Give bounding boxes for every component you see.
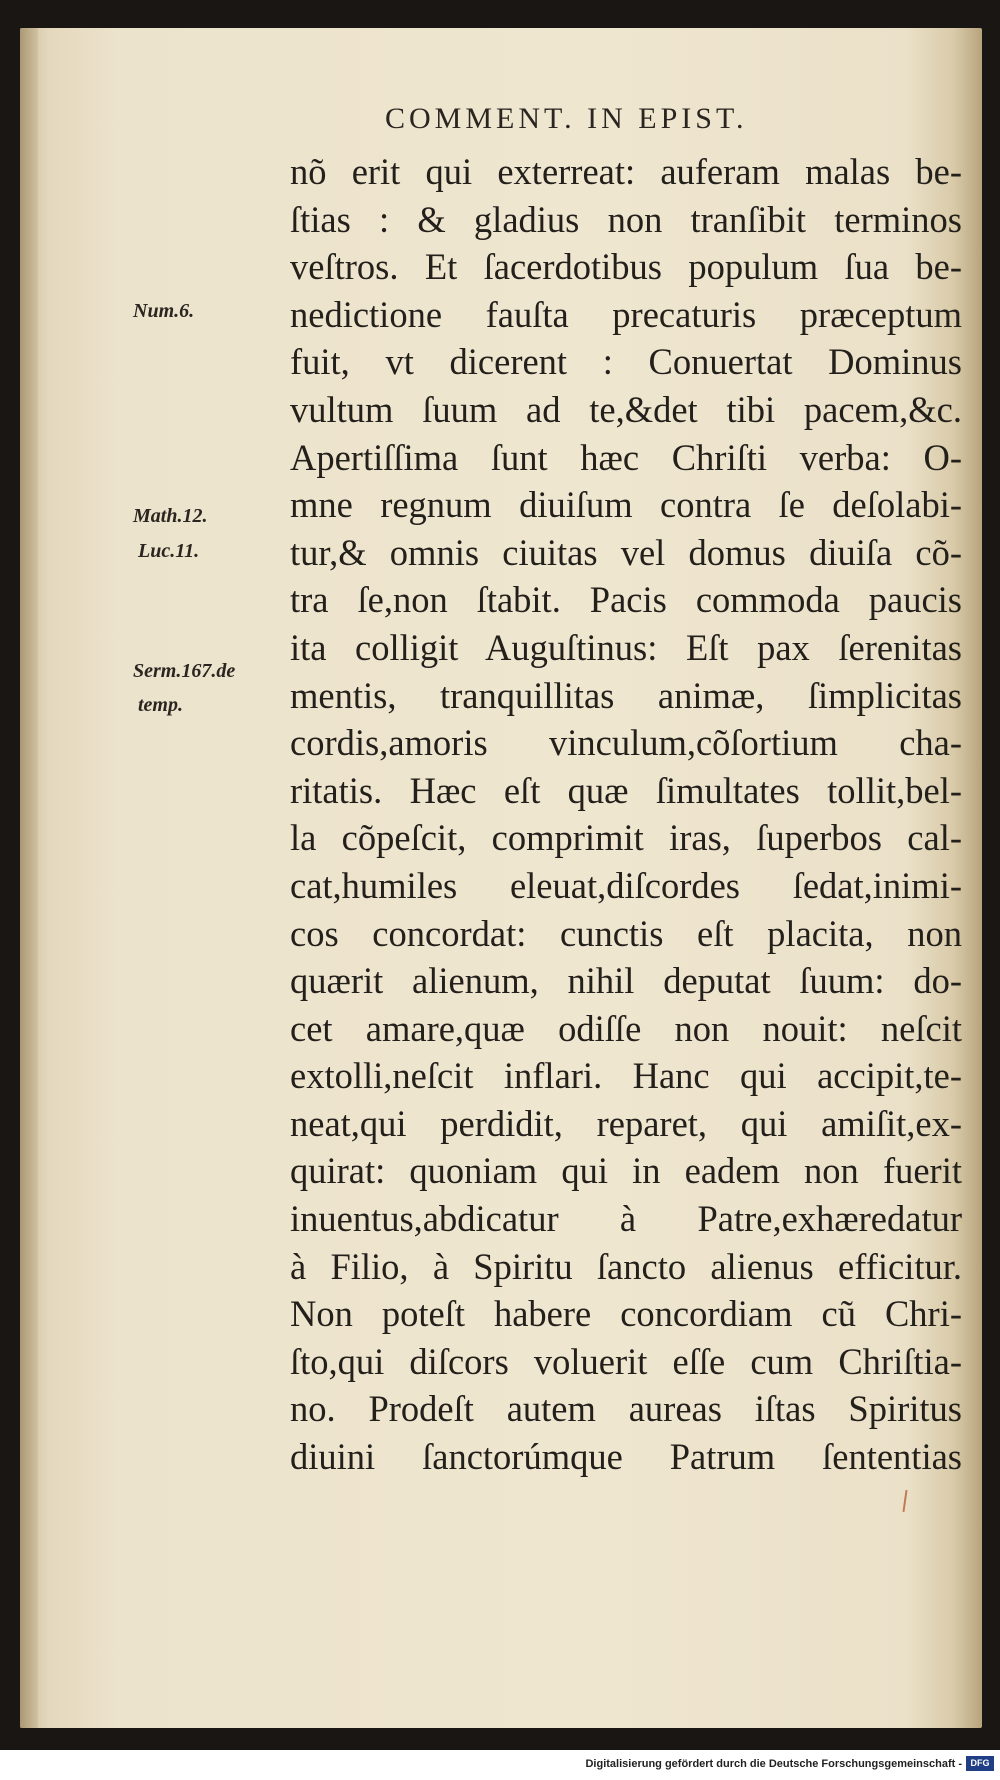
margin-note-math: Math.12. [133, 505, 208, 527]
text-line: quærit alienum, nihil deputat ſuum: do- [290, 960, 962, 1002]
text-line: nõ erit qui exterreat: auferam malas be- [290, 151, 962, 192]
text-line: tra ſe,non ſtabit. Pacis commoda paucis [290, 579, 962, 621]
text-line: neat,qui perdidit, reparet, qui amiſit,ex- [290, 1102, 962, 1144]
text-line: diuini ſanctorúmque Patrum ſententias [290, 1436, 962, 1478]
text-line: extolli,neſcit inflari. Hanc qui accipit,te- [290, 1055, 962, 1097]
text-line: no. Prodeſt autem aureas iſtas Spiritus [290, 1388, 962, 1430]
text-line: ſto,qui diſcors voluerit eſſe cum Chriſtia- [290, 1340, 962, 1382]
margin-note-num: Num.6. [133, 300, 195, 322]
text-line: ritatis. Hæc eſt quæ ſimultates tollit,bel- [290, 769, 962, 811]
text-line: cet amare,quæ odiſſe non nouit: neſcit [290, 1007, 962, 1049]
text-line: mne regnum diuiſum contra ſe deſolabi- [290, 484, 962, 526]
margin-note-serm: Serm.167.de [133, 660, 236, 682]
body-text [290, 148, 962, 1481]
text-line: Apertiſſima ſunt hæc Chriſti verba: O- [290, 436, 962, 478]
text-line: la cõpeſcit, comprimit iras, ſuperbos cal- [290, 817, 962, 859]
page-gutter-shadow [20, 28, 38, 1728]
margin-note-temp: temp. [138, 694, 183, 716]
text-line: fuit, vt dicerent : Conuertat Dominus [290, 341, 962, 383]
text-line: nedictione fauſta precaturis præceptum [290, 293, 962, 335]
digitization-credit: Digitalisierung gefördert durch die Deutsche Forschungsgemeinschaft - [585, 1758, 962, 1770]
text-line: ita colligit Auguſtinus: Eſt pax ſerenitas [290, 626, 962, 668]
text-line: quirat: quoniam qui in eadem non fuerit [290, 1150, 962, 1192]
running-head: COMMENT. IN EPIST. [385, 102, 748, 135]
text-line: tur,& omnis ciuitas vel domus diuiſa cõ- [290, 531, 962, 573]
text-line: inuentus,abdicatur à Patre,exhæredatur [290, 1198, 962, 1240]
text-line: vultum ſuum ad te,&det tibi pacem,&c. [290, 388, 962, 430]
text-line: cos concordat: cunctis eſt placita, non [290, 912, 962, 954]
text-line: Non poteſt habere concordiam cũ Chri- [290, 1293, 962, 1335]
text-line: ſtias : & gladius non tranſibit terminos [290, 198, 962, 240]
text-line: cat,humiles eleuat,diſcordes ſedat,inimi- [290, 864, 962, 906]
text-line: mentis, tranquillitas animæ, ſimplicitas [290, 674, 962, 716]
text-line: cordis,amoris vinculum,cõſortium cha- [290, 722, 962, 764]
margin-note-luc: Luc.11. [138, 540, 200, 562]
dfg-logo: DFG [966, 1756, 994, 1771]
text-line: veſtros. Et ſacerdotibus populum ſua be- [290, 246, 962, 288]
text-line: à Filio, à Spiritu ſancto alienus efficitur. [290, 1245, 962, 1287]
